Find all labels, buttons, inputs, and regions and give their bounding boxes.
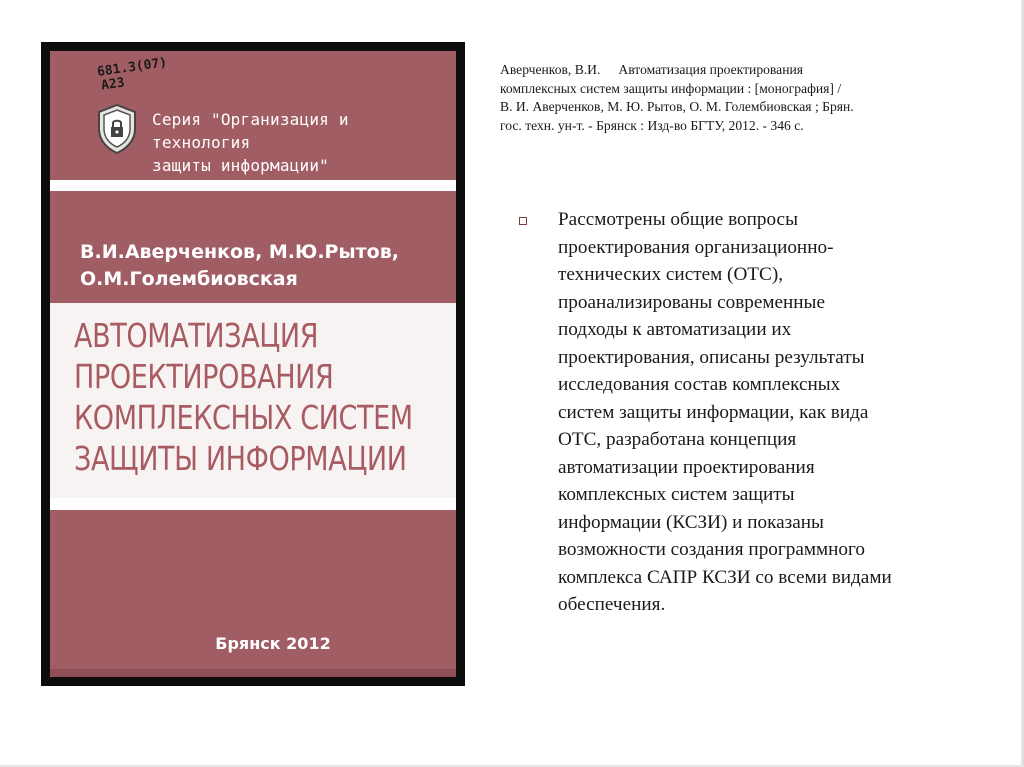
description-line: обеспечения. bbox=[558, 594, 666, 615]
description-line: подходы к автоматизации их bbox=[558, 319, 792, 340]
square-bullet-icon bbox=[519, 217, 527, 225]
cover-top-band bbox=[50, 51, 456, 180]
book-cover-image bbox=[41, 42, 465, 686]
description-line: проектирования организационно- bbox=[558, 236, 834, 258]
citation-author: Аверченков, В.И. bbox=[500, 62, 601, 77]
description-line: информации (КСЗИ) и показаны bbox=[558, 511, 824, 533]
shield-lock-icon bbox=[95, 103, 139, 155]
citation-line-4: гос. техн. ун-т. - Брянск : Изд-во БГТУ, 2012. - 346 с. bbox=[500, 117, 804, 133]
authors-line-1: В.И.Аверченков, М.Ю.Рытов, bbox=[80, 241, 399, 263]
series-line-1: Серия "Организация и технология bbox=[152, 110, 349, 152]
description-line: технических систем (ОТС), bbox=[558, 264, 784, 285]
book-cover bbox=[50, 51, 456, 677]
description-line: возможности создания программного bbox=[558, 539, 865, 560]
description-bullet bbox=[529, 206, 959, 619]
title-line: КОМПЛЕКСНЫХ СИСТЕМ bbox=[74, 398, 413, 437]
description-line: проектирования, описаны результаты bbox=[558, 346, 865, 368]
title-line: ПРОЕКТИРОВАНИЯ bbox=[74, 357, 334, 396]
description-line: комплексных систем защиты bbox=[558, 484, 795, 505]
bibliographic-citation bbox=[500, 61, 970, 135]
description-line: комплекса САПР КСЗИ со всеми видами bbox=[558, 566, 892, 588]
description-line: ОТС, разработана концепция bbox=[558, 429, 797, 450]
book-series bbox=[152, 108, 452, 177]
citation-line-1 bbox=[500, 61, 970, 80]
book-city-year: Брянск 2012 bbox=[215, 634, 331, 653]
stamp-code-1: 681.3(07) bbox=[96, 55, 169, 80]
title-line: АВТОМАТИЗАЦИЯ bbox=[74, 316, 319, 355]
citation-line-3: В. И. Аверченков, М. Ю. Рытов, О. М. Голембиовская ; Брян. bbox=[500, 99, 854, 114]
stamp-code-2: А23 bbox=[100, 75, 126, 94]
series-line-2: защиты информации" bbox=[152, 156, 329, 175]
book-authors bbox=[80, 239, 450, 293]
book-title bbox=[74, 315, 413, 479]
authors-line-2: О.М.Голембиовская bbox=[80, 268, 298, 290]
description-line: проанализированы современные bbox=[558, 291, 825, 313]
description-line: Рассмотрены общие вопросы bbox=[558, 209, 798, 230]
description-line: исследования состав комплексных bbox=[558, 374, 841, 395]
library-stamp bbox=[96, 56, 170, 94]
description-line: систем защиты информации, как вида bbox=[558, 401, 869, 423]
description-text bbox=[558, 206, 959, 619]
citation-line-2: комплексных систем защиты информации : [монография] / bbox=[500, 80, 842, 96]
citation-title: Автоматизация проектирования bbox=[618, 62, 803, 77]
title-line: ЗАЩИТЫ ИНФОРМАЦИИ bbox=[74, 439, 407, 478]
cover-footer-strip bbox=[50, 669, 456, 677]
description-line: автоматизации проектирования bbox=[558, 456, 815, 478]
